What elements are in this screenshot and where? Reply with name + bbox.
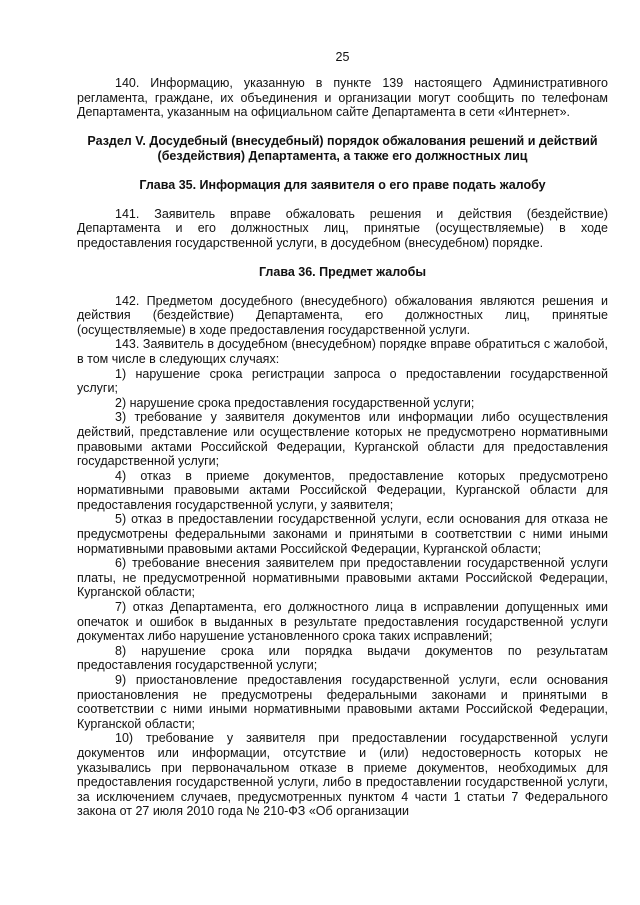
list-item-1: 1) нарушение срока регистрации запроса о предоставлении государственной услуги; [77, 366, 608, 396]
page-number: 25 [335, 50, 350, 64]
list-item-2: 2) нарушение срока предоставления государственной услуги; [115, 395, 475, 410]
paragraph-143: 143. Заявитель в досудебном (внесудебном) порядке вправе обратиться с жалобой, в том числе в следующих случаях: [77, 337, 608, 366]
chapter-35-heading: Глава 35. Информация для заявителя о его праве подать жалобу [139, 177, 546, 192]
list-item-6: 6) требование внесения заявителем при предоставлении государственной услуги платы, не предусмотренной нормативными правовыми актами Российской Федерации, Курганской области; [77, 556, 608, 600]
list-item-4: 4) отказ в приеме документов, предоставление которых предусмотрено нормативными правовыми актами Российской Федерации, Курганской области для предоставления государственной услуги, у заявителя; [77, 468, 608, 512]
paragraph-141: 141. Заявитель вправе обжаловать решения и действия (бездействие) Департамента и его должностных лиц, принятые (осуществляемые) в ходе предоставления государственной услуги, в досудебном (внесудебном) порядке. [77, 206, 608, 250]
section-v-heading: Раздел V. Досудебный (внесудебный) порядок обжалования решений и действий (бездействия) Департамента, а также его должностных лиц [87, 133, 598, 163]
list-item-7: 7) отказ Департамента, его должностного лица в исправлении допущенных ими опечаток и ошибок в выданных в результате предоставления государственной услуги документах либо нарушение установленного срока таких исправлений; [77, 600, 608, 644]
chapter-36-heading: Глава 36. Предмет жалобы [258, 264, 427, 279]
paragraph-142: 142. Предметом досудебного (внесудебного) обжалования являются решения и действия (бездействие) Департамента, его должностных лиц, принятые (осуществляемые) в ходе предоставления государственной услуги. [77, 293, 608, 337]
list-item-9: 9) приостановление предоставления государственной услуги, если основания приостановления не предусмотрены федеральными законами и принятыми в соответствии с ними иными нормативными правовыми актами Российской Федерации, Курганской области; [77, 673, 608, 731]
list-item-3: 3) требование у заявителя документов или информации либо осуществления действий, представление или осуществление которых не предусмотрено нормативными правовыми актами Российской Федерации, Курганской области для предоставления государственной услуги; [77, 410, 608, 469]
paragraph-140: 140. Информацию, указанную в пункте 139 настоящего Административного регламента, граждане, их объединения и организации могут сообщить по телефонам Департамента, указанным на официальном сайте Департамента в сети «Интернет». [77, 76, 608, 120]
list-item-8: 8) нарушение срока или порядка выдачи документов по результатам предоставления государственной услуги; [77, 643, 608, 673]
list-item-10: 10) требование у заявителя при предоставлении государственной услуги документов или информации, отсутствие и (или) недостоверность которых не указывались при первоначальном отказе в приеме документов, необходимых для предоставления государственной услуги, либо в предоставлении государственной услуги, за исключением случаев, предусмотренных пунктом 4 части 1 статьи 7 Федерального закона от 27 июля 2010 года № 210-ФЗ «Об организации [77, 731, 608, 819]
list-item-5: 5) отказ в предоставлении государственной услуги, если основания для отказа не предусмотрены федеральными законами и принятыми в соответствии с ними иными нормативными правовыми актами Российской Федерации, Курганской области; [77, 512, 608, 556]
